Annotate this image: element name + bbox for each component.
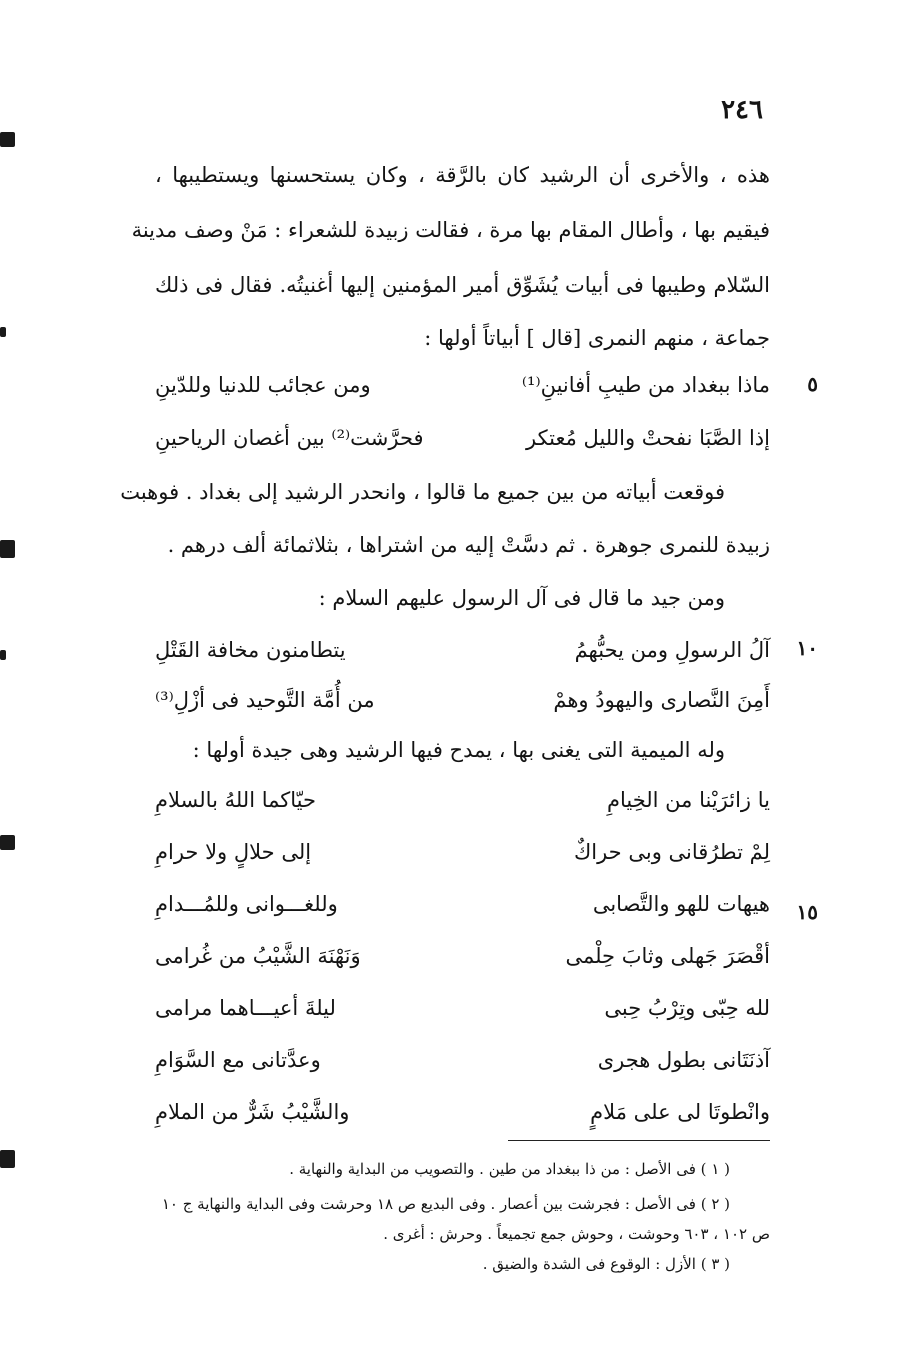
verse-hemistich-second: فحرَّشت⁽²⁾ بين أغصان الرياحينِ	[155, 426, 424, 450]
footnote: ( ٣ ) الأزل : الوقوع فى الشدة والضيق .	[482, 1255, 730, 1273]
verse-hemistich-first: أَمِنَ النَّصارى واليهودُ وهمْ	[553, 688, 770, 712]
verse-hemistich-first: لله حِبّى وتِرْبُ حِبى	[604, 996, 770, 1020]
verse-hemistich-first: آذنَتَانى بطول هجرى	[597, 1048, 770, 1072]
prose-line: وله الميمية التى يغنى بها ، يمدح فيها الرشيد وهى جيدة أولها :	[192, 738, 725, 762]
verse-line	[155, 418, 770, 458]
binding-mark	[0, 1150, 15, 1168]
verse-line	[155, 780, 770, 820]
footnote: ( ٢ ) فى الأصل : فجرشت بين أعصار . وفى البديع ص ١٨ وحرشت وفى البداية والنهاية ج ١٠	[161, 1195, 730, 1213]
verse-hemistich-second: يتطامنون مخافة القَتْلِ	[155, 638, 346, 662]
verse-hemistich-second: من أُمَّة التَّوحيد فى أزْلِ⁽³⁾	[155, 688, 375, 712]
binding-mark	[0, 132, 15, 147]
line-number: ٥	[807, 372, 818, 396]
verse-hemistich-first: وانْطوتَا لى على مَلامٍ	[590, 1100, 770, 1124]
verse-line	[155, 630, 770, 670]
verse-line	[155, 1040, 770, 1080]
binding-mark	[0, 327, 6, 337]
footnote-separator	[508, 1140, 770, 1141]
verse-hemistich-first: آلُ الرسولِ ومن يحبُّهمُ	[574, 638, 770, 662]
verse-hemistich-second: ليلةَ أعيـــاهما مرامى	[155, 996, 336, 1020]
verse-hemistich-second: إلى حلالٍ ولا حرامِ	[155, 840, 312, 864]
verse-line	[155, 936, 770, 976]
prose-line: السّلام وطيبها فى أبيات يُشَوِّق أمير المؤمنين إليها أغنيتُه. فقال فى ذلك	[155, 273, 770, 297]
page-number: ٢٤٦	[721, 95, 763, 125]
verse-line	[155, 832, 770, 872]
verse-hemistich-second: ومن عجائب للدنيا وللدّينِ	[155, 373, 371, 397]
verse-hemistich-first: لِمْ تطرُقانى وبى حراكٌ	[573, 840, 770, 864]
verse-hemistich-second: وعدَّتانى مع السَّوَامِ	[155, 1048, 321, 1072]
prose-line: جماعة ، منهم النمرى [قال ] أبياتاً أولها :	[424, 326, 770, 350]
line-number: ١٥	[796, 900, 818, 924]
verse-line	[155, 365, 770, 405]
prose-line: زبيدة للنمرى جوهرة . ثم دسَّتْ إليه من اشتراها ، بثلاثمائة ألف درهم .	[167, 533, 770, 557]
binding-mark	[0, 835, 15, 850]
verse-hemistich-first: يا زائرَيْنا من الخِيامِ	[606, 788, 770, 812]
footnotes	[80, 1150, 770, 1290]
binding-mark	[0, 540, 15, 558]
verse-line	[155, 1092, 770, 1132]
verse-line	[155, 988, 770, 1028]
verse-hemistich-second: وللغـــوانى وللمُـــدامِ	[155, 892, 338, 916]
verse-hemistich-first: أقْصَرَ جَهلى وثابَ حِلْمى	[565, 944, 770, 968]
prose-line: فيقيم بها ، وأطال المقام بها مرة ، فقالت زبيدة للشعراء : مَنْ وصف مدينة	[131, 218, 770, 242]
verse-hemistich-second: والشَّيْبُ شَرٌّ من الملامِ	[155, 1100, 350, 1124]
main-text	[120, 0, 770, 1140]
verse-hemistich-first: هيهات للهو والتَّصابى	[592, 892, 770, 916]
verse-hemistich-first: إذا الصَّبَا نفحتْ والليل مُعتكر	[525, 426, 770, 450]
footnote-continuation: ص ١٠٢ ، ٦٠٣ وحوشت ، وحوش جمع تجميعاً . وحرش : أغرى .	[383, 1225, 770, 1243]
verse-hemistich-second: وَنَهْنَهَ الشَّيْبُ من غُرامى	[155, 944, 361, 968]
prose-line: فوقعت أبياته من بين جميع ما قالوا ، وانحدر الرشيد إلى بغداد . فوهبت	[120, 480, 725, 504]
prose-line: ومن جيد ما قال فى آل الرسول عليهم السلام :	[318, 586, 725, 610]
footnote: ( ١ ) فى الأصل : من ذا ببغداد من طين . والتصويب من البداية والنهاية .	[289, 1160, 730, 1178]
prose-line: هذه ، والأخرى أن الرشيد كان بالرَّقة ، وكان يستحسنها ويستطيبها ،	[155, 163, 770, 187]
verse-hemistich-second: حيّاكما اللهُ بالسلامِ	[155, 788, 316, 812]
binding-mark	[0, 650, 6, 660]
verse-line	[155, 884, 770, 924]
verse-hemistich-first: ماذا ببغداد من طيبِ أفانينِ⁽¹⁾	[521, 373, 770, 397]
line-number: ١٠	[796, 636, 818, 660]
verse-line	[155, 680, 770, 720]
